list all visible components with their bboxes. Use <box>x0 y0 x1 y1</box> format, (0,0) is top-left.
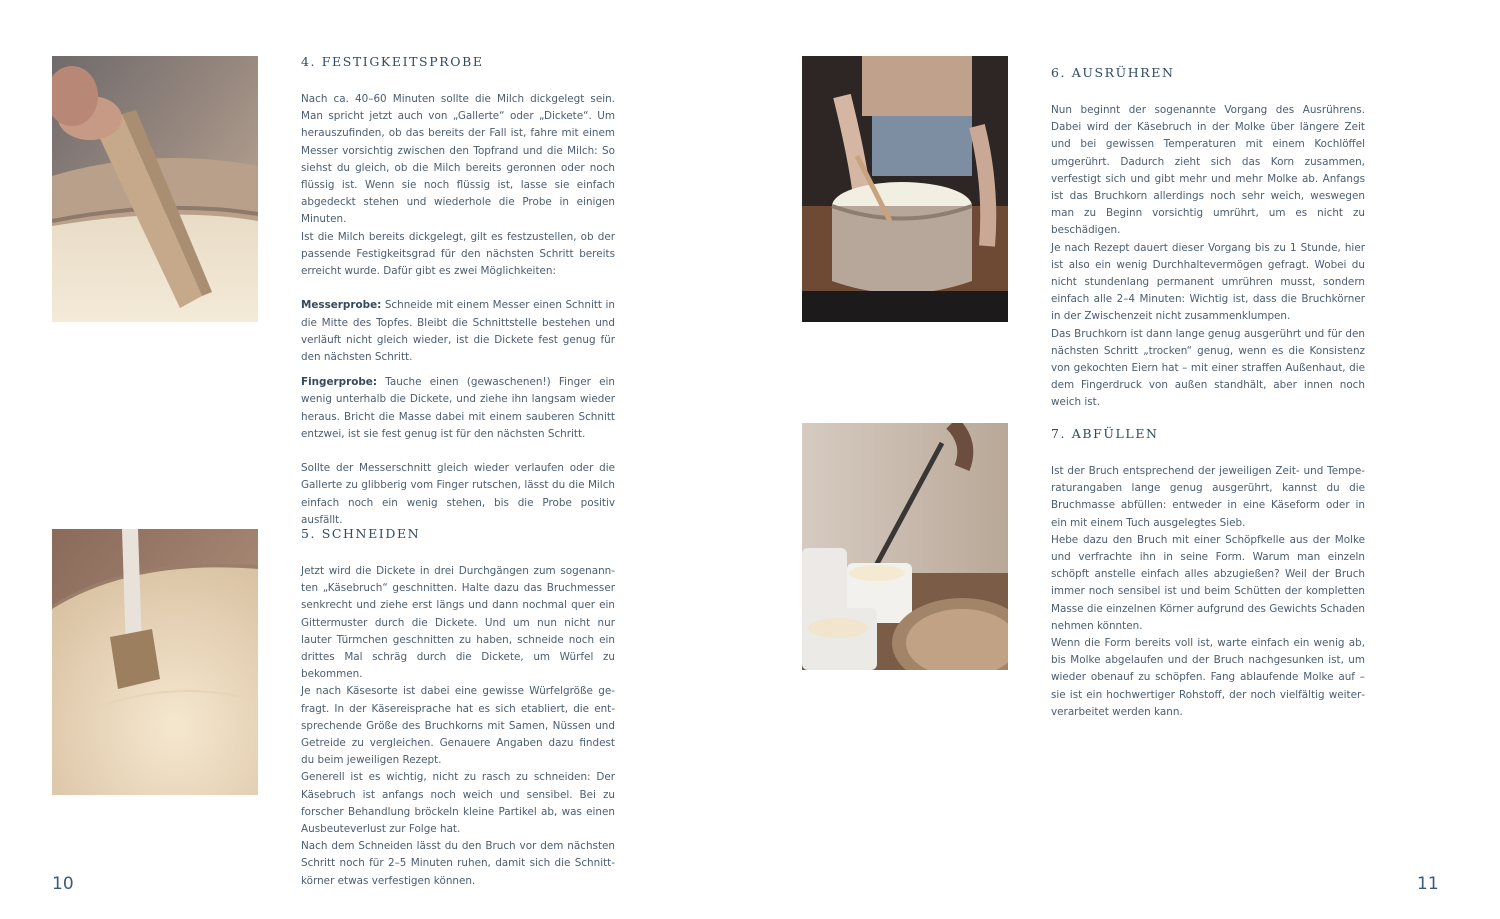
paragraph: Ist die Milch bereits dickgelegt, gilt es festzustellen, ob der passende Festigkeitsgrad für den nächsten Schritt bereits erreicht wurde. Dafür gibt es zwei Möglichkeiten: <box>301 230 615 278</box>
paragraph-messerprobe <box>301 297 615 366</box>
page-number-right: 11 <box>1417 874 1439 894</box>
paragraph-fingerprobe <box>301 374 615 443</box>
section-schneiden <box>301 526 615 890</box>
section-ausruehren <box>1051 65 1365 412</box>
page-number-left: 10 <box>52 874 74 894</box>
paragraph: Je nach Käsesorte ist dabei eine gewisse Würfelgröße gefragt. In der Käsereisprache hat es sich etabliert, die entsprechende Größe des Bruchkorns mit Samen, Nüssen und Getreide zu vergleichen. Genauere Angaben dazu findest du beim jeweiligen Rezept. <box>301 685 615 767</box>
text-fingerprobe: Tauche einen (gewaschenen!) Finger ein wenig unterhalb die Dickete, und ziehe ihn langsam wieder heraus. Bricht die Masse dabei mit einem sauberen Schnitt entzwei, ist sie fest genug ist für den nächsten Schritt. <box>301 376 615 440</box>
paragraph: Hebe dazu den Bruch mit einer Schöpfkelle aus der Molke und verfrachte ihn in seine Form. Warum man einzeln schöpft anstelle einfach alles abzugießen? Weil der Bruch immer noch sensibel ist und beim Schütten der kompletten Masse die einzelnen Körner aufgrund des Gewichts Schaden nehmen könnten. <box>1051 533 1365 632</box>
label-fingerprobe: Fingerprobe: <box>301 376 378 389</box>
photo-cutting-curd <box>52 529 258 795</box>
paragraph: Das Bruchkorn ist dann lange genug ausgerührt und für den nächsten Schritt „trocken“ genug, wenn es die Konsistenz von gekochten Eiern hat – mit einer straffen Außenhaut, die dem Fingerdruck von außen standhält, aber innen noch weich ist. <box>1051 327 1365 409</box>
heading-festigkeitsprobe: 4. FESTIGKEITSPROBE <box>301 54 484 69</box>
paragraph: Nach dem Schneiden lässt du den Bruch vor dem nächsten Schritt noch für 2–5 Minuten ruhen, damit sich die Schnittkörner etwas verfestigen können. <box>301 840 615 887</box>
photo-knife-test <box>52 56 258 322</box>
heading-schneiden: 5. SCHNEIDEN <box>301 526 421 541</box>
paragraph: Jetzt wird die Dickete in drei Durchgängen zum sogenannten „Käsebruch“ geschnitten. Halte dazu das Bruchmesser senkrecht und ziehe erst längs und dann nochmal quer ein Gittermuster durch die Dickete. Und um nun nicht nur lauter Türmchen geschnitten zu haben, schneide noch ein drittes Mal schräg durch die Dickete, um Würfel zu bekommen. <box>301 565 615 681</box>
paragraph: Nach ca. 40–60 Minuten sollte die Milch dickgelegt sein. Man spricht jetzt auch von „Gallerte“ oder „Dickete“. Um herauszufinden, ob das bereits der Fall ist, fahre mit einem Messer vorsichtig zwischen den Topfrand und die Milch: So siehst du gleich, ob die Milch bereits geronnen oder noch flüssig ist. Wenn sie noch flüssig ist, lasse sie einfach abgedeckt stehen und wiederhole die Probe in einigen Minuten. <box>301 93 615 226</box>
paragraph: Sollte der Messerschnitt gleich wieder verlaufen oder die Gallerte zu glibberig vom Finger rutschen, lässt du die Milch einfach noch ein wenig stehen, bis die Probe positiv ausfällt. <box>301 462 615 526</box>
paragraph: Je nach Rezept dauert dieser Vorgang bis zu 1 Stunde, hier ist also ein wenig Durchhaltevermögen gefragt. Wobei du nicht stundenlang permanent umrühren musst, sondern einfach alle 2–4 Minuten: Wichtig ist, dass die Bruchkörner in der Zwischenzeit nicht zusammenklumpen. <box>1051 241 1365 323</box>
section-festigkeitsprobe <box>301 54 615 529</box>
heading-ausruehren: 6. AUSRÜHREN <box>1051 65 1175 80</box>
label-messerprobe: Messerprobe: <box>301 299 382 312</box>
heading-abfuellen: 7. ABFÜLLEN <box>1051 426 1159 441</box>
text-messerprobe: Schneide mit einem Messer einen Schnitt in die Mitte des Topfes. Bleibt die Schnittstelle bestehen und verläuft nicht gleich wieder, ist die Dickete fest genug für den nächsten Schritt. <box>301 299 615 364</box>
paragraph: Nun beginnt der sogenannte Vorgang des Ausrührens. Dabei wird der Käsebruch in der Molke über längere Zeit und bei gewissen Temperaturen mit einem Kochlöffel umgerührt. Dadurch zieht sich das Korn zusammen, verfestigt sich und gibt mehr und mehr Molke ab. Anfangs ist das Bruchkorn allerdings noch sehr weich, weswegen man zu Beginn vorsichtig umrührt, um es nicht zu beschädigen. <box>1051 104 1365 237</box>
paragraph: Wenn die Form bereits voll ist, warte einfach ein wenig ab, bis Molke abgelaufen und der Bruch nachgesunken ist, um wieder obenauf zu schöpfen. Fang ablaufende Molke auf – sie ist ein hochwertiger Rohstoff, der noch vielfältig weiterverarbeitet werden kann. <box>1051 637 1365 718</box>
photo-stirring-pot <box>802 56 1008 322</box>
photo-filling-molds <box>802 423 1008 670</box>
paragraph: Generell ist es wichtig, nicht zu rasch zu schneiden: Der Käsebruch ist anfangs noch weich und sensibel. Bei zu forscher Behandlung bröckeln kleine Partikel ab, was einen Ausbeuteverlust zur Folge hat. <box>301 771 615 836</box>
section-abfuellen <box>1051 426 1365 721</box>
paragraph: Ist der Bruch entsprechend der jeweiligen Zeit- und Temperaturangaben lange genug ausgerührt, kannst du die Bruchmasse abfüllen: entweder in eine Käseform oder in ein mit einem Tuch ausgelegtes Sieb. <box>1051 465 1365 529</box>
